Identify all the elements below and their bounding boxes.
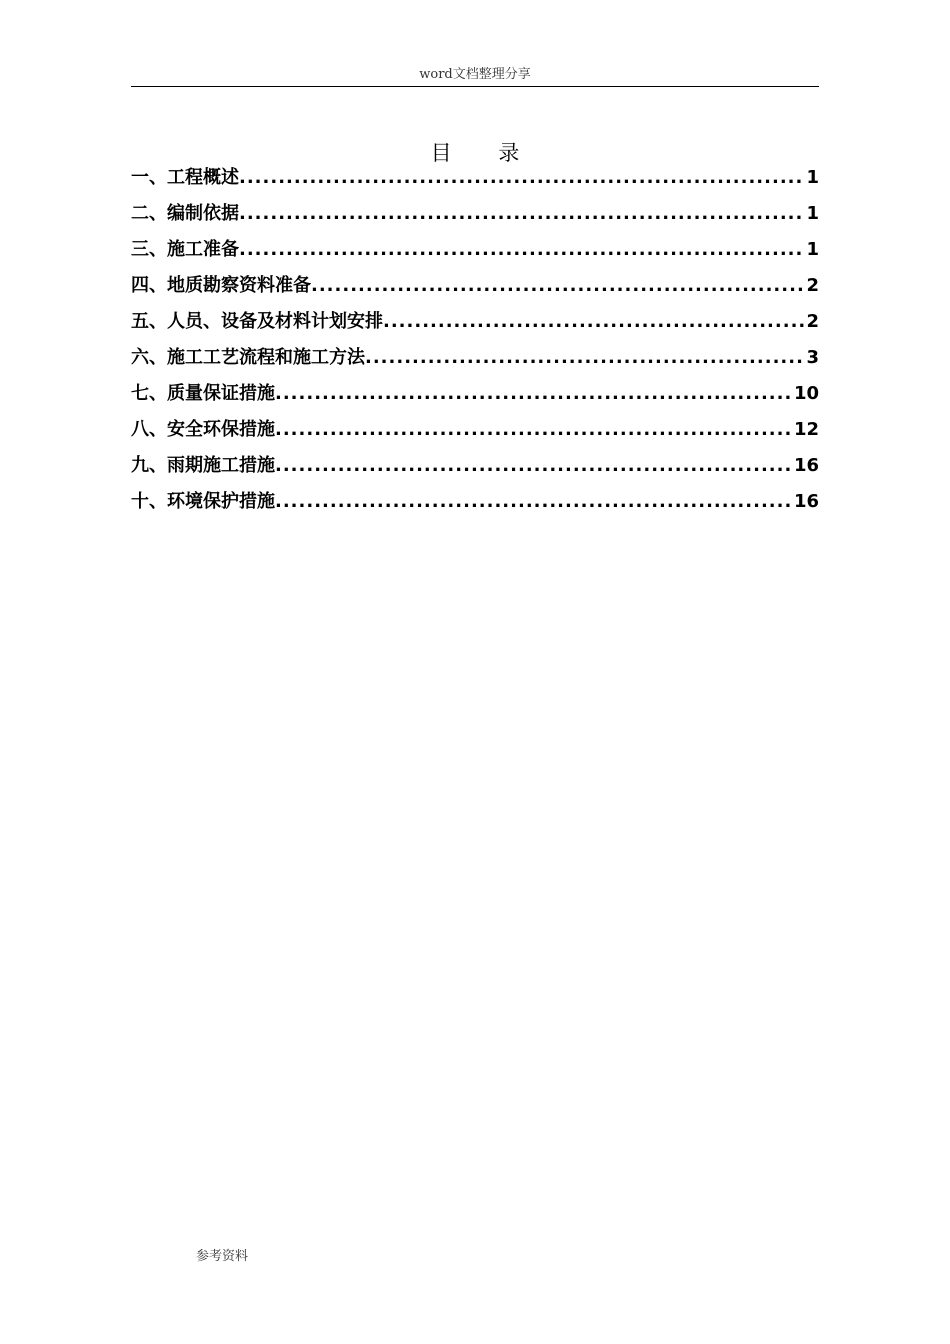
toc-entry-page: 2 bbox=[806, 311, 819, 332]
toc-entry-label: 六、施工工艺流程和施工方法 bbox=[131, 347, 365, 368]
table-of-contents bbox=[131, 164, 819, 524]
toc-entry-page: 16 bbox=[793, 491, 819, 512]
toc-entry-page: 12 bbox=[793, 419, 819, 440]
header-text: word文档整理分享 bbox=[419, 67, 531, 82]
dot-leader bbox=[275, 488, 792, 516]
dot-leader bbox=[275, 416, 792, 444]
dot-leader bbox=[239, 236, 804, 264]
dot-leader bbox=[275, 380, 792, 408]
toc-entry-label: 三、施工准备 bbox=[131, 239, 239, 260]
toc-title: 目 录 bbox=[430, 141, 540, 165]
dot-leader bbox=[239, 200, 804, 228]
toc-entry-1[interactable] bbox=[131, 164, 819, 200]
toc-entry-label: 五、人员、设备及材料计划安排 bbox=[131, 311, 383, 332]
toc-entry-2[interactable] bbox=[131, 200, 819, 236]
dot-leader bbox=[239, 164, 804, 192]
toc-entry-7[interactable] bbox=[131, 380, 819, 416]
page-header bbox=[131, 64, 819, 87]
dot-leader bbox=[365, 344, 804, 372]
toc-entry-page: 1 bbox=[806, 239, 819, 260]
toc-entry-label: 九、雨期施工措施 bbox=[131, 455, 275, 476]
toc-entry-page: 3 bbox=[806, 347, 819, 368]
dot-leader bbox=[275, 452, 792, 480]
toc-entry-page: 16 bbox=[793, 455, 819, 476]
toc-entry-5[interactable] bbox=[131, 308, 819, 344]
dot-leader bbox=[311, 272, 804, 300]
toc-entry-label: 七、质量保证措施 bbox=[131, 383, 275, 404]
toc-entry-label: 一、工程概述 bbox=[131, 167, 239, 188]
toc-entry-6[interactable] bbox=[131, 344, 819, 380]
toc-entry-page: 2 bbox=[806, 275, 819, 296]
toc-entry-label: 十、环境保护措施 bbox=[131, 491, 275, 512]
toc-entry-label: 四、地质勘察资料准备 bbox=[131, 275, 311, 296]
page-footer: 参考资料 bbox=[196, 1249, 249, 1264]
toc-entry-9[interactable] bbox=[131, 452, 819, 488]
toc-entry-8[interactable] bbox=[131, 416, 819, 452]
toc-entry-label: 二、编制依据 bbox=[131, 203, 239, 224]
toc-entry-4[interactable] bbox=[131, 272, 819, 308]
toc-entry-page: 1 bbox=[806, 167, 819, 188]
toc-entry-10[interactable] bbox=[131, 488, 819, 524]
toc-entry-page: 10 bbox=[793, 383, 819, 404]
toc-entry-page: 1 bbox=[806, 203, 819, 224]
toc-entry-3[interactable] bbox=[131, 236, 819, 272]
toc-entry-label: 八、安全环保措施 bbox=[131, 419, 275, 440]
dot-leader bbox=[383, 308, 804, 336]
